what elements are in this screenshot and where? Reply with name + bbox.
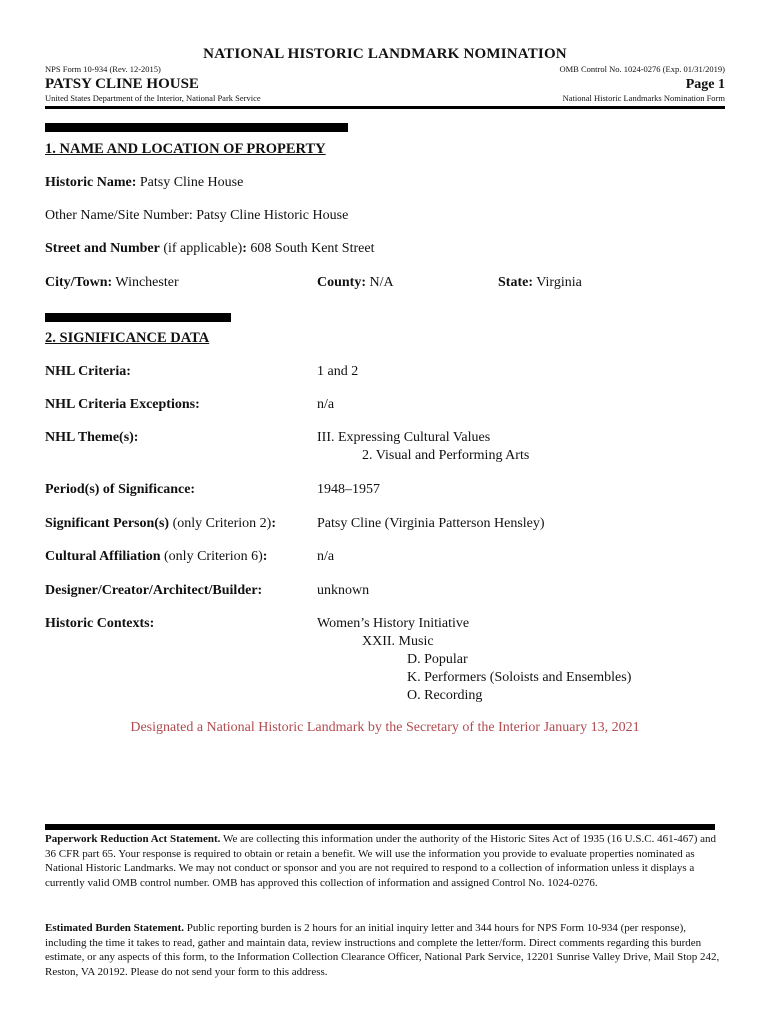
- paperwork-statement: [45, 832, 725, 890]
- department: United States Department of the Interior, National Park Service: [45, 93, 261, 103]
- persons-value: Patsy Cline (Virginia Patterson Hensley): [317, 516, 545, 531]
- contexts-item-2: XXII. Music: [362, 634, 434, 649]
- burden-text: Public reporting burden is 2 hours for an initial inquiry letter and 344 hours for NPS Form 10-934 (per response), including the time it takes to read, gather and maintain data, review instructions and complete the letter/form. Direct comments regarding this burden estimate, or any aspects of this form, to the Information Collection Clearance Officer, National Park Service, 12201 Sunrise Valley Drive, Mail Stop 242, Reston, VA 20192. Please do not send your form to this address.: [45, 922, 720, 978]
- themes-label: NHL Theme(s):: [45, 430, 139, 445]
- designer-value: unknown: [317, 583, 370, 598]
- section1-heading: 1. NAME AND LOCATION OF PROPERTY: [45, 141, 326, 157]
- affiliation-colon: :: [262, 549, 268, 564]
- themes-value-2: 2. Visual and Performing Arts: [362, 448, 530, 463]
- footer-rule: [45, 824, 715, 830]
- state-row: [498, 275, 582, 291]
- affiliation-row: [45, 549, 267, 565]
- contexts-item-3: D. Popular: [407, 652, 468, 667]
- form-name: National Historic Landmarks Nomination Form: [562, 93, 725, 103]
- criteria-value: 1 and 2: [317, 364, 359, 379]
- contexts-item-1: Women’s History Initiative: [317, 616, 470, 631]
- paperwork-text: We are collecting this information under the authority of the Historic Sites Act of 1935 (16 U.S.C. 461-467) and 36 CFR part 65. Your response is required to obtain or retain a benefit. We will use the information you provide to evaluate properties nominated as National Historic Landmarks. We may not conduct or sponsor and you are not required to respond to a collection of information unless it displays a currently valid OMB control number. OMB has approved this collection of information and assigned Control No. 1024-0276.: [45, 833, 717, 889]
- state-value: Virginia: [536, 275, 582, 290]
- county-label: County:: [317, 275, 367, 290]
- affiliation-note: (only Criterion 6): [164, 549, 263, 564]
- omb-control: OMB Control No. 1024-0276 (Exp. 01/31/2019): [559, 64, 725, 74]
- period-value: 1948–1957: [317, 482, 380, 497]
- persons-label: Significant Person(s): [45, 516, 170, 531]
- themes-value-1: III. Expressing Cultural Values: [317, 430, 491, 445]
- affiliation-label: Cultural Affiliation: [45, 549, 161, 564]
- section1-bar: [45, 123, 348, 132]
- designation-statement: Designated a National Historic Landmark by the Secretary of the Interior January 13, 2021: [130, 720, 640, 735]
- section2-bar: [45, 313, 231, 322]
- state-label: State:: [498, 275, 533, 290]
- designer-label: Designer/Creator/Architect/Builder:: [45, 583, 263, 598]
- form-title: NATIONAL HISTORIC LANDMARK NOMINATION: [203, 46, 567, 62]
- street-label: Street and Number: [45, 241, 160, 256]
- contexts-item-4: K. Performers (Soloists and Ensembles): [407, 670, 632, 685]
- persons-row: [45, 516, 276, 532]
- historic-name-row: [45, 175, 243, 191]
- burden-statement: [45, 921, 725, 979]
- form-number: NPS Form 10-934 (Rev. 12-2015): [45, 64, 161, 74]
- historic-name-value: Patsy Cline House: [139, 175, 244, 190]
- persons-colon: :: [271, 516, 276, 531]
- header-rule: [45, 106, 725, 109]
- historic-name-label: Historic Name:: [45, 175, 137, 190]
- paperwork-label: Paperwork Reduction Act Statement.: [45, 833, 221, 845]
- city-row: [45, 275, 179, 291]
- affiliation-value: n/a: [317, 549, 335, 564]
- contexts-label: Historic Contexts:: [45, 616, 155, 631]
- city-label: City/Town:: [45, 275, 113, 290]
- street-note: (if applicable): [163, 241, 243, 256]
- city-value: Winchester: [115, 275, 179, 290]
- county-row: [317, 275, 394, 291]
- other-name-row: Other Name/Site Number: Patsy Cline Historic House: [45, 208, 349, 223]
- page-label: Page 1: [685, 77, 725, 92]
- street-colon: :: [242, 241, 247, 256]
- property-name-header: PATSY CLINE HOUSE: [45, 76, 199, 92]
- section2-heading: 2. SIGNIFICANCE DATA: [45, 330, 210, 346]
- exceptions-value: n/a: [317, 397, 335, 412]
- criteria-label: NHL Criteria:: [45, 364, 131, 379]
- county-value: N/A: [369, 275, 394, 290]
- street-row: [45, 241, 374, 257]
- street-value: 608 South Kent Street: [250, 241, 375, 256]
- persons-note: (only Criterion 2): [172, 516, 272, 531]
- contexts-item-5: O. Recording: [407, 688, 483, 703]
- exceptions-label: NHL Criteria Exceptions:: [45, 397, 200, 412]
- burden-label: Estimated Burden Statement.: [45, 922, 185, 934]
- period-label: Period(s) of Significance:: [45, 482, 196, 497]
